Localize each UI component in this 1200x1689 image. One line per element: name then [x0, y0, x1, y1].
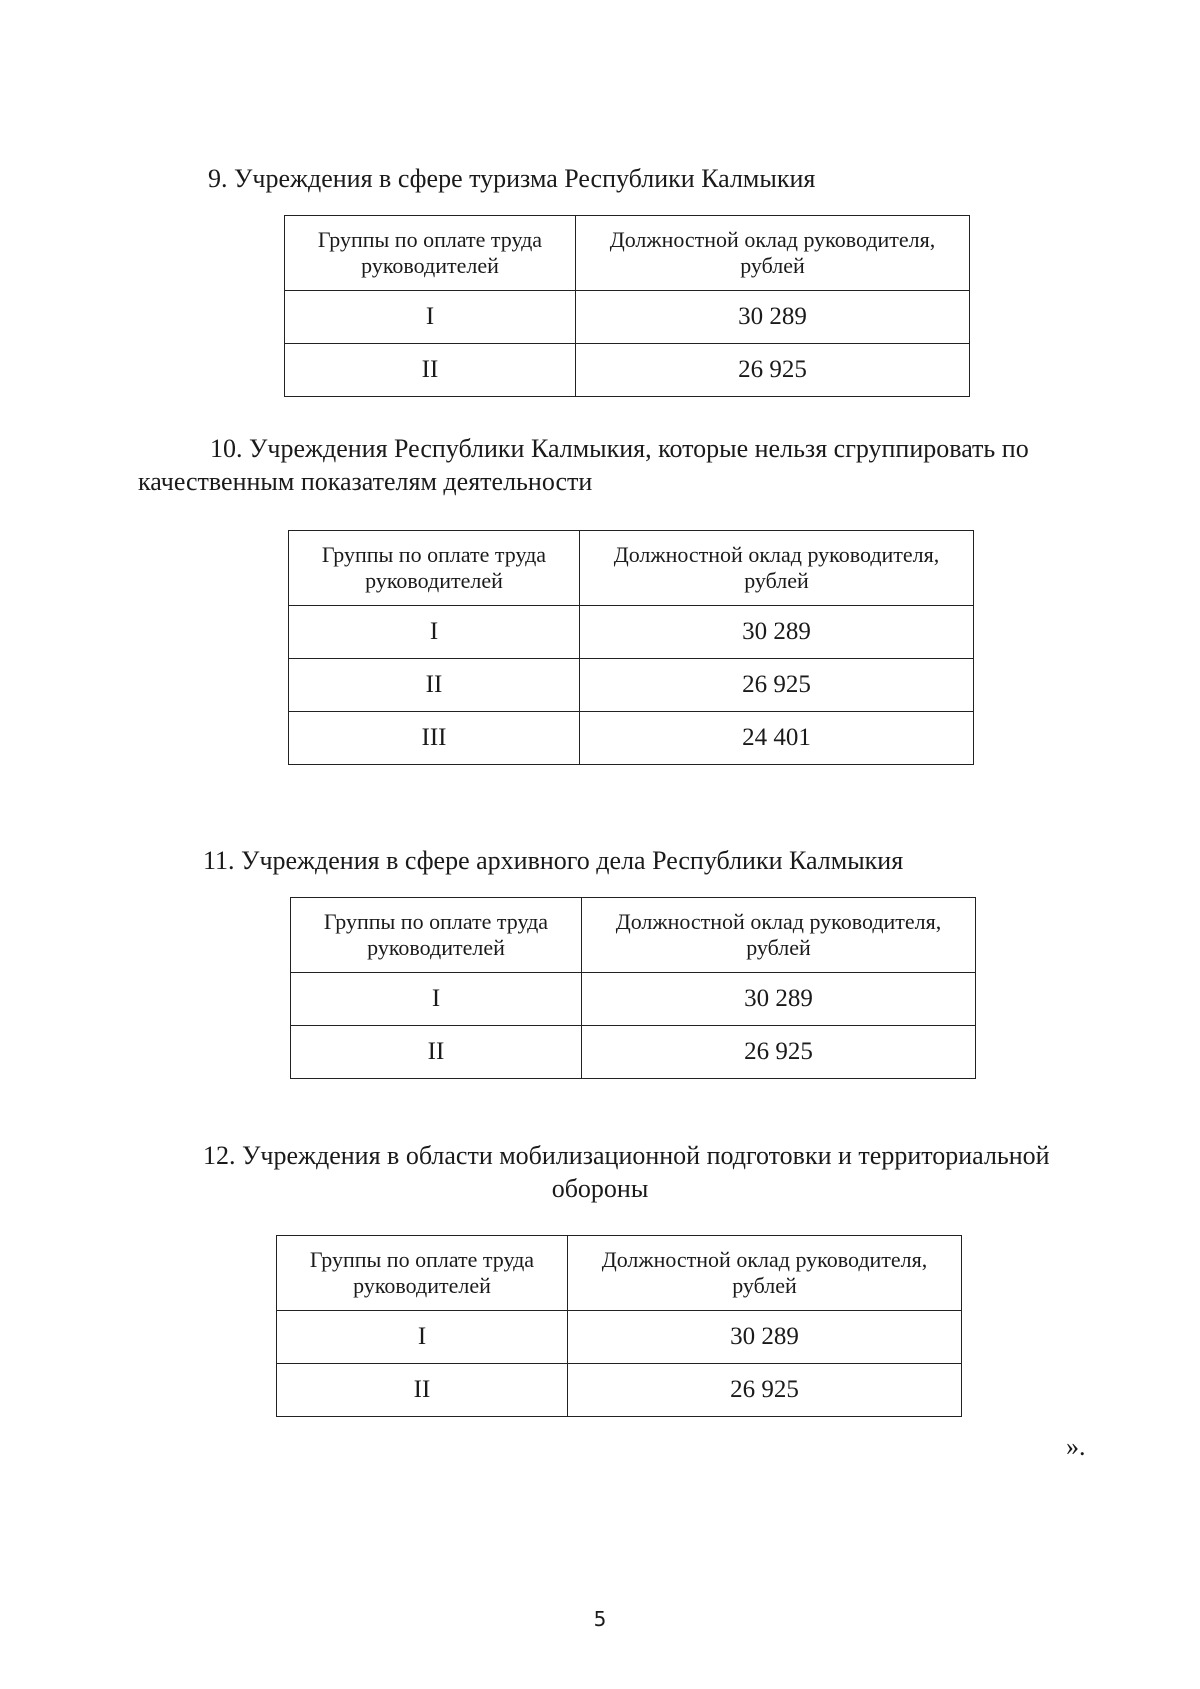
section-10-table [288, 530, 974, 765]
header-pay-group: Группы по оплате труда руководителей [285, 216, 576, 291]
section-12-title-line2: обороны [551, 1174, 649, 1203]
table-row [277, 1364, 962, 1417]
table-row [285, 291, 970, 344]
table-row [289, 712, 974, 765]
table-header-row [289, 531, 974, 606]
group-cell: II [289, 659, 580, 712]
table-header-row [291, 898, 976, 973]
section-12-table [276, 1235, 962, 1417]
closing-quote-mark: ». [1066, 1432, 1086, 1461]
table-row [289, 606, 974, 659]
table-row [285, 344, 970, 397]
page-number: 5 [593, 1607, 607, 1631]
section-9-title: 9. Учреждения в сфере туризма Республики Калмыкия [208, 164, 816, 193]
salary-cell: 30 289 [582, 973, 976, 1026]
salary-cell: 26 925 [582, 1026, 976, 1079]
group-cell: I [291, 973, 582, 1026]
salary-cell: 24 401 [580, 712, 974, 765]
table-row [291, 1026, 976, 1079]
table-header-row [277, 1236, 962, 1311]
section-11-table [290, 897, 976, 1079]
salary-cell: 30 289 [568, 1311, 962, 1364]
section-9-table [284, 215, 970, 397]
table-header-row [285, 216, 970, 291]
group-cell: II [277, 1364, 568, 1417]
header-pay-group: Группы по оплате труда руководителей [289, 531, 580, 606]
salary-cell: 26 925 [580, 659, 974, 712]
group-cell: III [289, 712, 580, 765]
group-cell: I [285, 291, 576, 344]
header-salary: Должностной оклад руководителя, рублей [576, 216, 970, 291]
section-10-title-line2: качественным показателям деятельности [138, 467, 593, 496]
group-cell: II [285, 344, 576, 397]
section-11-title: 11. Учреждения в сфере архивного дела Республики Калмыкия [203, 846, 904, 875]
section-10-title-line1: 10. Учреждения Республики Калмыкия, которые нельзя сгруппировать по [210, 434, 1029, 463]
header-salary: Должностной оклад руководителя, рублей [568, 1236, 962, 1311]
header-salary: Должностной оклад руководителя, рублей [582, 898, 976, 973]
group-cell: I [277, 1311, 568, 1364]
header-pay-group: Группы по оплате труда руководителей [277, 1236, 568, 1311]
header-salary: Должностной оклад руководителя, рублей [580, 531, 974, 606]
salary-cell: 26 925 [576, 344, 970, 397]
table-row [289, 659, 974, 712]
group-cell: I [289, 606, 580, 659]
salary-cell: 30 289 [580, 606, 974, 659]
section-12-title-line1: 12. Учреждения в области мобилизационной подготовки и территориальной [203, 1141, 1050, 1170]
salary-cell: 26 925 [568, 1364, 962, 1417]
table-row [291, 973, 976, 1026]
salary-cell: 30 289 [576, 291, 970, 344]
group-cell: II [291, 1026, 582, 1079]
table-row [277, 1311, 962, 1364]
header-pay-group: Группы по оплате труда руководителей [291, 898, 582, 973]
